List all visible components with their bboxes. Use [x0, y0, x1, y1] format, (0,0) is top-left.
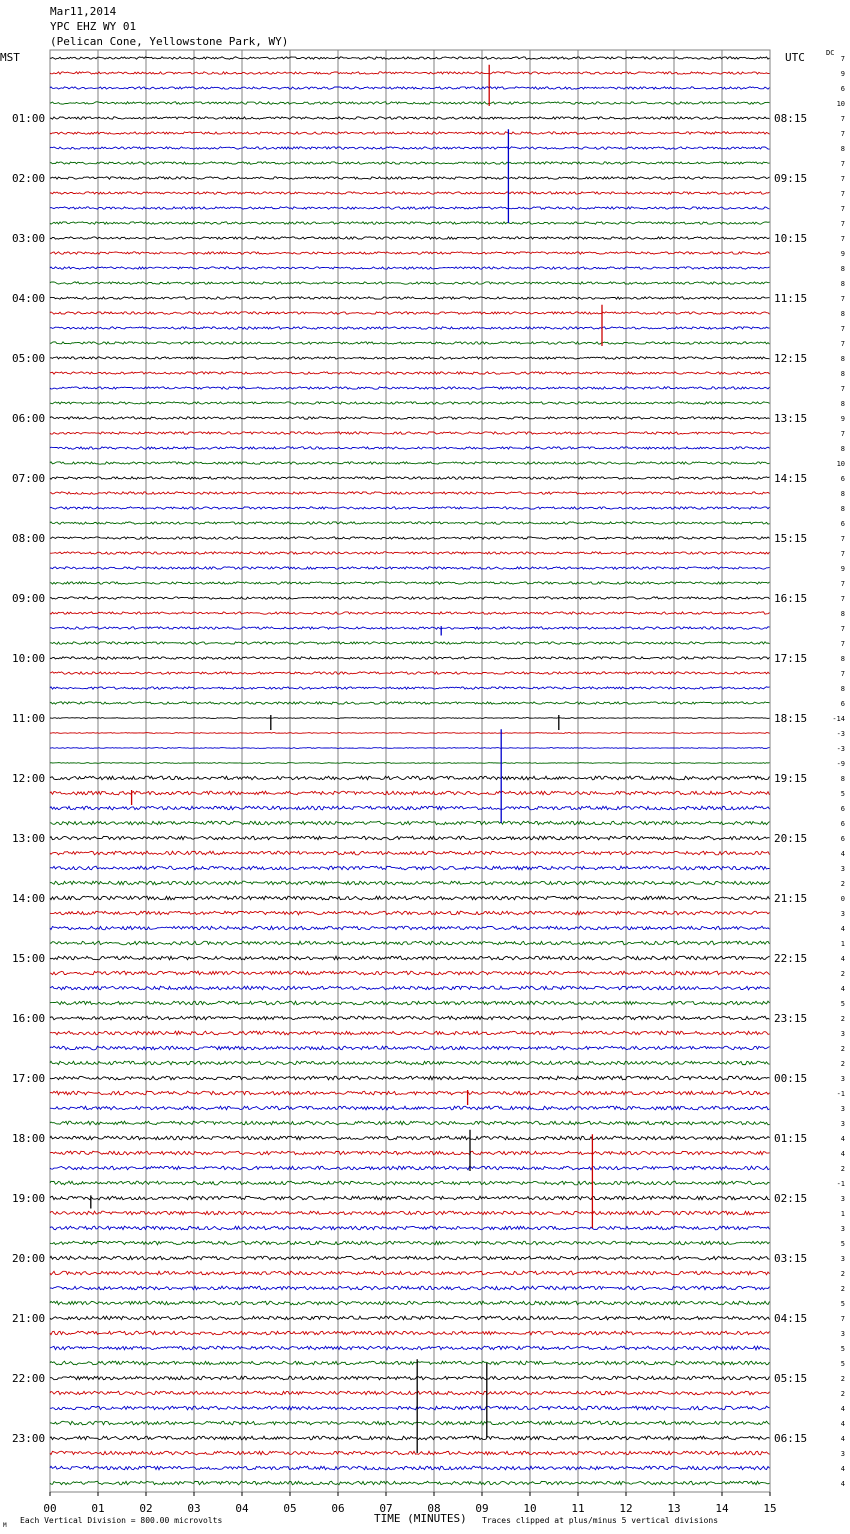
dc-offset-value: 9 — [840, 565, 845, 573]
trace-line — [50, 1331, 770, 1335]
mst-hour-label: 15:00 — [12, 952, 46, 965]
trace-line — [50, 1451, 770, 1455]
dc-offset-value: -14 — [832, 715, 845, 723]
trace-line — [50, 1031, 770, 1035]
axis-labels — [12, 55, 845, 1515]
trace-line — [50, 718, 770, 719]
dc-offset-value: -1 — [836, 1090, 845, 1098]
x-tick-label: 09 — [475, 1502, 489, 1515]
dc-offset-value: -3 — [836, 730, 845, 738]
dc-offset-value: 5 — [840, 1000, 845, 1008]
mst-hour-label: 09:00 — [12, 592, 46, 605]
trace-line — [50, 567, 770, 569]
dc-offset-value: 7 — [840, 160, 845, 168]
mst-hour-label: 17:00 — [12, 1072, 46, 1085]
x-tick-label: 06 — [331, 1502, 345, 1515]
utc-hour-label: 23:15 — [774, 1012, 808, 1025]
dc-offset-value: 10 — [836, 100, 845, 108]
trace-line — [50, 1076, 770, 1080]
trace-line — [50, 207, 770, 209]
mst-hour-label: 02:00 — [12, 172, 46, 185]
trace-line — [50, 672, 770, 674]
trace-line — [50, 1391, 770, 1395]
trace-line — [50, 733, 770, 734]
trace-line — [50, 327, 770, 329]
trace-line — [50, 462, 770, 464]
utc-hour-label: 11:15 — [774, 292, 808, 305]
trace-line — [50, 1421, 770, 1425]
dc-offset-value: 4 — [840, 1480, 845, 1488]
dc-offset-value: 2 — [840, 1045, 845, 1053]
trace-line — [50, 1181, 770, 1185]
x-tick-label: 01 — [91, 1502, 105, 1515]
dc-offset-value: 4 — [840, 1465, 845, 1473]
trace-line — [50, 432, 770, 434]
mst-hour-label: 11:00 — [12, 712, 46, 725]
trace-line — [50, 507, 770, 509]
trace-line — [50, 776, 770, 780]
trace-line — [50, 1151, 770, 1155]
dc-offset-value: 7 — [840, 175, 845, 183]
dc-offset-value: 8 — [840, 145, 845, 153]
mst-hour-label: 05:00 — [12, 352, 46, 365]
x-tick-label: 02 — [139, 1502, 153, 1515]
dc-offset-value: 7 — [840, 205, 845, 213]
trace-line — [50, 162, 770, 164]
x-tick-label: 04 — [235, 1502, 249, 1515]
dc-offset-value: 4 — [840, 1405, 845, 1413]
trace-line — [50, 1196, 770, 1200]
trace-line — [50, 267, 770, 269]
dc-offset-value: 7 — [840, 130, 845, 138]
station-code: YPC EHZ WY 01 — [50, 20, 137, 33]
mst-hour-label: 04:00 — [12, 292, 46, 305]
mst-hour-label: 01:00 — [12, 112, 46, 125]
utc-hour-label: 22:15 — [774, 952, 808, 965]
trace-line — [50, 552, 770, 554]
dc-offset-value: 7 — [840, 325, 845, 333]
trace-line — [50, 252, 770, 254]
trace-line — [50, 597, 770, 599]
dc-offset-value: 7 — [840, 535, 845, 543]
x-tick-label: 11 — [571, 1502, 585, 1515]
trace-line — [50, 1466, 770, 1470]
dc-offset-value: 3 — [840, 1330, 845, 1338]
trace-line — [50, 282, 770, 284]
trace-line — [50, 986, 770, 990]
x-tick-label: 05 — [283, 1502, 297, 1515]
trace-line — [50, 971, 770, 975]
dc-offset-value: 8 — [840, 310, 845, 318]
trace-line — [50, 522, 770, 524]
trace-line — [50, 357, 770, 359]
utc-hour-label: 14:15 — [774, 472, 808, 485]
x-tick-label: 13 — [667, 1502, 681, 1515]
utc-hour-label: 17:15 — [774, 652, 808, 665]
dc-offset-value: 7 — [840, 430, 845, 438]
dc-offset-value: 4 — [840, 955, 845, 963]
mst-label: MST — [0, 51, 20, 64]
mst-hour-label: 23:00 — [12, 1432, 46, 1445]
trace-line — [50, 177, 770, 179]
trace-line — [50, 132, 770, 134]
trace-line — [50, 1286, 770, 1290]
x-tick-label: 10 — [523, 1502, 537, 1515]
trace-line — [50, 582, 770, 584]
trace-line — [50, 911, 770, 915]
trace-line — [50, 956, 770, 960]
dc-offset-value: 6 — [840, 700, 845, 708]
dc-offset-value: 2 — [840, 880, 845, 888]
dc-offset-value: 7 — [840, 295, 845, 303]
dc-offset-value: 3 — [840, 1450, 845, 1458]
trace-line — [50, 657, 770, 659]
dc-offset-value: 7 — [840, 220, 845, 228]
dc-offset-value: 6 — [840, 475, 845, 483]
dc-offset-value: 2 — [840, 1270, 845, 1278]
plot-date: Mar11,2014 — [50, 5, 117, 18]
mst-hour-label: 12:00 — [12, 772, 46, 785]
utc-hour-label: 21:15 — [774, 892, 808, 905]
mst-hour-label: 21:00 — [12, 1312, 46, 1325]
utc-hour-label: 00:15 — [774, 1072, 808, 1085]
utc-hour-label: 04:15 — [774, 1312, 808, 1325]
mst-hour-label: 03:00 — [12, 232, 46, 245]
trace-line — [50, 821, 770, 825]
dc-offset-value: 8 — [840, 610, 845, 618]
dc-offset-value: 5 — [840, 1360, 845, 1368]
trace-line — [50, 147, 770, 149]
utc-hour-label: 08:15 — [774, 112, 808, 125]
utc-hour-label: 15:15 — [774, 532, 808, 545]
dc-offset-value: 9 — [840, 70, 845, 78]
dc-offset-value: 3 — [840, 1120, 845, 1128]
dc-offset-value: 7 — [840, 625, 845, 633]
trace-line — [50, 1406, 770, 1410]
trace-line — [50, 402, 770, 404]
trace-line — [50, 926, 770, 930]
utc-hour-label: 06:15 — [774, 1432, 808, 1445]
trace-line — [50, 222, 770, 224]
mst-hour-label: 19:00 — [12, 1192, 46, 1205]
dc-offset-value: -3 — [836, 745, 845, 753]
mst-hour-label: 08:00 — [12, 532, 46, 545]
dc-offset-value: 5 — [840, 1240, 845, 1248]
dc-offset-value: 2 — [840, 1285, 845, 1293]
dc-offset-value: 8 — [840, 655, 845, 663]
utc-hour-label: 01:15 — [774, 1132, 808, 1145]
trace-line — [50, 702, 770, 704]
station-location: (Pelican Cone, Yellowstone Park, WY) — [50, 35, 289, 48]
dc-offset-value: 7 — [840, 190, 845, 198]
trace-line — [50, 1046, 770, 1050]
mst-hour-label: 07:00 — [12, 472, 46, 485]
trace-line — [50, 748, 770, 749]
trace-line — [50, 492, 770, 494]
dc-offset-value: 7 — [840, 55, 845, 63]
trace-line — [50, 941, 770, 945]
trace-line — [50, 1166, 770, 1170]
x-tick-label: 07 — [379, 1502, 393, 1515]
trace-line — [50, 372, 770, 374]
clip-note: Traces clipped at plus/minus 5 vertical divisions — [482, 1516, 719, 1525]
trace-line — [50, 806, 770, 810]
trace-line — [50, 851, 770, 855]
dc-offset-value: 7 — [840, 580, 845, 588]
utc-hour-label: 05:15 — [774, 1372, 808, 1385]
plot-frame — [50, 50, 770, 1492]
trace-line — [50, 763, 770, 764]
trace-line — [50, 866, 770, 870]
trace-line — [50, 1241, 770, 1245]
trace-line — [50, 1271, 770, 1275]
dc-offset-value: 4 — [840, 1150, 845, 1158]
trace-line — [50, 477, 770, 479]
trace-line — [50, 1361, 770, 1365]
dc-offset-value: 4 — [840, 1420, 845, 1428]
utc-hour-label: 20:15 — [774, 832, 808, 845]
x-tick-label: 14 — [715, 1502, 729, 1515]
dc-offset-value: 5 — [840, 1300, 845, 1308]
utc-hour-label: 12:15 — [774, 352, 808, 365]
utc-hour-label: 02:15 — [774, 1192, 808, 1205]
dc-offset-value: 7 — [840, 550, 845, 558]
dc-offset-value: 8 — [840, 685, 845, 693]
dc-label: DC — [826, 49, 835, 57]
trace-line — [50, 1436, 770, 1440]
dc-offset-value: 2 — [840, 970, 845, 978]
dc-offset-value: 7 — [840, 235, 845, 243]
x-tick-label: 15 — [763, 1502, 777, 1515]
dc-offset-value: 3 — [840, 1030, 845, 1038]
trace-line — [50, 192, 770, 194]
dc-offset-value: 2 — [840, 1015, 845, 1023]
trace-line — [50, 627, 770, 629]
dc-offset-value: 6 — [840, 85, 845, 93]
dc-offset-value: 7 — [840, 670, 845, 678]
dc-offset-value: -9 — [836, 760, 845, 768]
dc-offset-value: 3 — [840, 1225, 845, 1233]
dc-offset-value: 8 — [840, 490, 845, 498]
dc-offset-value: 8 — [840, 400, 845, 408]
trace-line — [50, 117, 770, 119]
trace-line — [50, 237, 770, 239]
trace-line — [50, 1481, 770, 1485]
trace-line — [50, 387, 770, 389]
dc-offset-value: 4 — [840, 985, 845, 993]
trace-line — [50, 1091, 770, 1095]
trace-line — [50, 1061, 770, 1065]
trace-line — [50, 447, 770, 449]
trace-line — [50, 1016, 770, 1020]
trace-line — [50, 342, 770, 344]
time-grid — [50, 50, 770, 1492]
dc-offset-value: 3 — [840, 1255, 845, 1263]
trace-line — [50, 642, 770, 644]
trace-line — [50, 57, 770, 59]
dc-offset-value: 6 — [840, 520, 845, 528]
trace-line — [50, 1106, 770, 1110]
x-tick-label: 00 — [43, 1502, 57, 1515]
x-tick-label: 08 — [427, 1502, 441, 1515]
dc-offset-value: 3 — [840, 865, 845, 873]
utc-hour-label: 09:15 — [774, 172, 808, 185]
dc-offset-value: 1 — [840, 940, 845, 948]
mst-hour-label: 14:00 — [12, 892, 46, 905]
dc-offset-value: 6 — [840, 820, 845, 828]
trace-line — [50, 1376, 770, 1380]
trace-line — [50, 1211, 770, 1215]
dc-offset-value: 8 — [840, 265, 845, 273]
x-tick-label: 03 — [187, 1502, 201, 1515]
dc-offset-value: 5 — [840, 790, 845, 798]
dc-offset-value: 8 — [840, 505, 845, 513]
trace-line — [50, 1121, 770, 1125]
dc-offset-value: 4 — [840, 1135, 845, 1143]
dc-offset-value: 4 — [840, 1435, 845, 1443]
dc-offset-value: 2 — [840, 1375, 845, 1383]
trace-line — [50, 1316, 770, 1320]
trace-line — [50, 791, 770, 795]
seismic-traces — [50, 57, 770, 1485]
utc-hour-label: 10:15 — [774, 232, 808, 245]
dc-offset-value: 8 — [840, 355, 845, 363]
mst-hour-label: 06:00 — [12, 412, 46, 425]
trace-line — [50, 1136, 770, 1140]
dc-offset-value: 10 — [836, 460, 845, 468]
trace-line — [50, 297, 770, 299]
x-axis-title: TIME (MINUTES) — [374, 1512, 467, 1525]
vertical-division-note: Each Vertical Division = 800.00 microvolts — [20, 1516, 223, 1525]
trace-line — [50, 87, 770, 89]
utc-hour-label: 19:15 — [774, 772, 808, 785]
trace-line — [50, 687, 770, 689]
trace-line — [50, 1301, 770, 1305]
dc-offset-value: 5 — [840, 1345, 845, 1353]
trace-line — [50, 102, 770, 104]
dc-offset-value: 2 — [840, 1165, 845, 1173]
mst-hour-label: 20:00 — [12, 1252, 46, 1265]
footer-mark: M — [3, 1522, 7, 1529]
trace-line — [50, 1256, 770, 1260]
utc-hour-label: 03:15 — [774, 1252, 808, 1265]
dc-offset-value: 7 — [840, 115, 845, 123]
dc-offset-value: 2 — [840, 1060, 845, 1068]
dc-offset-value: 4 — [840, 850, 845, 858]
dc-offset-value: 7 — [840, 595, 845, 603]
trace-line — [50, 836, 770, 840]
mst-hour-label: 18:00 — [12, 1132, 46, 1145]
dc-offset-value: 2 — [840, 1390, 845, 1398]
mst-hour-label: 22:00 — [12, 1372, 46, 1385]
dc-offset-value: 9 — [840, 415, 845, 423]
trace-line — [50, 896, 770, 900]
dc-offset-value: 4 — [840, 925, 845, 933]
dc-offset-value: 8 — [840, 280, 845, 288]
trace-line — [50, 537, 770, 539]
dc-offset-value: 9 — [840, 250, 845, 258]
trace-line — [50, 1001, 770, 1005]
mst-hour-label: 13:00 — [12, 832, 46, 845]
utc-hour-label: 18:15 — [774, 712, 808, 725]
trace-line — [50, 1226, 770, 1230]
utc-hour-label: 16:15 — [774, 592, 808, 605]
mst-hour-label: 16:00 — [12, 1012, 46, 1025]
utc-label: UTC — [785, 51, 805, 64]
dc-offset-value: 8 — [840, 370, 845, 378]
dc-offset-value: 8 — [840, 775, 845, 783]
mst-hour-label: 10:00 — [12, 652, 46, 665]
dc-offset-value: 3 — [840, 1195, 845, 1203]
dc-offset-value: 8 — [840, 445, 845, 453]
dc-offset-value: 6 — [840, 835, 845, 843]
dc-offset-value: 1 — [840, 1210, 845, 1218]
dc-offset-value: 7 — [840, 640, 845, 648]
dc-offset-value: 6 — [840, 805, 845, 813]
trace-line — [50, 72, 770, 74]
dc-offset-value: 3 — [840, 910, 845, 918]
dc-offset-value: 0 — [840, 895, 845, 903]
utc-hour-label: 13:15 — [774, 412, 808, 425]
trace-line — [50, 612, 770, 614]
dc-offset-value: 3 — [840, 1105, 845, 1113]
dc-offset-value: 7 — [840, 340, 845, 348]
dc-offset-value: 7 — [840, 385, 845, 393]
trace-line — [50, 312, 770, 314]
trace-line — [50, 1346, 770, 1350]
x-tick-label: 12 — [619, 1502, 633, 1515]
dc-offset-value: -1 — [836, 1180, 845, 1188]
dc-offset-value: 7 — [840, 1315, 845, 1323]
dc-offset-value: 3 — [840, 1075, 845, 1083]
trace-line — [50, 881, 770, 885]
trace-line — [50, 417, 770, 419]
